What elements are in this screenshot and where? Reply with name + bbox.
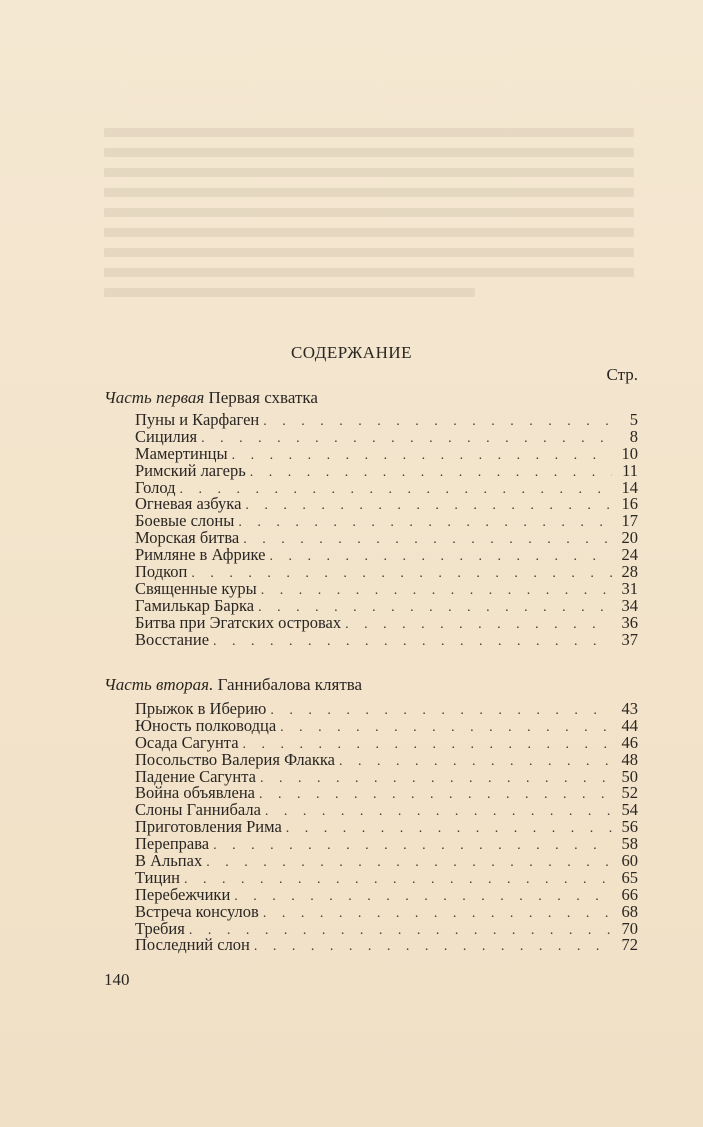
part-heading <box>104 388 318 408</box>
chapter-title: Сицилия <box>135 426 198 446</box>
chapter-title: Восстание <box>135 629 210 649</box>
dot-leader <box>234 889 612 906</box>
toc-entry <box>135 629 638 649</box>
chapter-title: Осада Сагунта <box>135 732 239 752</box>
chapter-page: 50 <box>621 766 638 786</box>
dot-leader <box>201 431 612 448</box>
chapter-page: 56 <box>621 817 638 837</box>
chapter-page: 24 <box>621 545 638 565</box>
chapter-page: 28 <box>621 562 638 582</box>
dot-leader <box>339 754 612 771</box>
dot-leader <box>269 549 612 566</box>
part-heading <box>104 675 362 695</box>
part-label: Часть первая <box>104 388 205 407</box>
toc-entry <box>135 612 638 632</box>
dot-leader <box>238 515 612 532</box>
chapter-page: 66 <box>621 884 638 904</box>
dot-leader <box>260 771 612 788</box>
dot-leader <box>254 939 612 956</box>
chapter-title: Последний слон <box>135 935 250 955</box>
chapter-page: 5 <box>629 410 638 429</box>
page-number: 140 <box>104 970 130 989</box>
chapter-title: Посольство Валерия Флакка <box>135 749 335 769</box>
chapter-title: Огневая азбука <box>135 494 242 514</box>
chapter-page: 68 <box>621 901 638 921</box>
chapter-title: Приготовления Рима <box>135 817 282 837</box>
chapter-page: 43 <box>621 699 638 718</box>
chapter-page: 58 <box>621 834 638 854</box>
chapter-title: Переправа <box>135 834 210 854</box>
chapter-list <box>135 412 638 648</box>
dot-leader <box>245 498 612 515</box>
chapter-title: Война объявлена <box>135 783 256 803</box>
chapter-page: 31 <box>621 578 638 598</box>
toc-entry <box>135 460 638 480</box>
dot-leader <box>286 821 612 838</box>
dot-leader <box>259 787 612 804</box>
dot-leader <box>263 906 612 923</box>
chapter-page: 65 <box>621 867 638 887</box>
page-title: СОДЕРЖАНИЕ <box>290 343 413 362</box>
chapter-title: Подкоп <box>135 562 188 582</box>
chapter-page: 34 <box>621 595 638 615</box>
chapter-title: Прыжок в Иберию <box>135 699 267 718</box>
page-column-label: Стр. <box>606 365 638 384</box>
chapter-page: 44 <box>621 715 638 735</box>
chapter-title: Перебежчики <box>135 884 231 904</box>
part-title: Ганнибалова клятва <box>217 675 363 694</box>
chapter-title: Священные куры <box>135 578 257 598</box>
toc-entry <box>135 836 638 853</box>
dot-leader <box>213 838 612 855</box>
dot-leader <box>263 414 612 431</box>
chapter-title: Римляне в Африке <box>135 545 266 565</box>
chapter-page: 16 <box>621 494 638 514</box>
chapter-page: 52 <box>621 783 638 803</box>
dot-leader <box>206 855 612 872</box>
dot-leader <box>280 720 612 737</box>
chapter-title: Битва при Эгатских островах <box>135 612 342 632</box>
chapter-page: 11 <box>622 460 638 480</box>
chapter-page: 37 <box>621 629 638 649</box>
dot-leader <box>184 872 612 889</box>
chapter-title: Мамертинцы <box>135 443 228 463</box>
chapter-page: 46 <box>621 732 638 752</box>
dot-leader <box>345 617 612 634</box>
chapter-title: Гамилькар Барка <box>135 595 255 615</box>
chapter-title: В Альпах <box>135 851 203 871</box>
chapter-title: Тицин <box>135 867 180 887</box>
toc-entry <box>135 547 638 564</box>
part-title: Первая схватка <box>208 388 318 407</box>
chapter-title: Падение Сагунта <box>135 766 256 786</box>
chapter-title: Встреча консулов <box>135 901 259 921</box>
show-through-text <box>104 128 634 338</box>
chapter-title: Боевые слоны <box>135 511 235 531</box>
chapter-page: 70 <box>621 918 638 938</box>
chapter-page: 54 <box>621 800 638 820</box>
chapter-page: 36 <box>621 612 638 632</box>
chapter-page: 14 <box>621 477 638 497</box>
toc-entry <box>135 937 638 954</box>
dot-leader <box>261 583 612 600</box>
part-label: Часть вторая. <box>104 675 214 694</box>
toc-entry <box>135 412 638 429</box>
chapter-page: 72 <box>621 935 638 955</box>
chapter-page: 17 <box>621 511 638 531</box>
dot-leader <box>265 804 612 821</box>
chapter-list <box>135 701 638 954</box>
chapter-title: Юность полководца <box>135 715 277 735</box>
chapter-title: Морская битва <box>135 528 240 548</box>
chapter-page: 20 <box>621 528 638 548</box>
chapter-page: 8 <box>629 426 638 446</box>
chapter-title: Слоны Ганнибала <box>135 800 261 820</box>
chapter-title: Пуны и Карфаген <box>135 410 260 429</box>
toc-entry <box>135 901 638 921</box>
dot-leader <box>243 532 612 549</box>
chapter-page: 48 <box>621 749 638 769</box>
chapter-page: 10 <box>621 443 638 463</box>
dot-leader <box>232 448 612 465</box>
toc-entry <box>135 819 638 836</box>
chapter-page: 60 <box>621 851 638 871</box>
dot-leader <box>250 465 612 482</box>
dot-leader <box>270 703 612 720</box>
chapter-title: Римский лагерь <box>135 460 246 480</box>
chapter-title: Голод <box>135 477 176 497</box>
chapter-title: Требия <box>135 918 185 938</box>
dot-leader <box>213 634 612 651</box>
toc-entry <box>135 853 638 870</box>
